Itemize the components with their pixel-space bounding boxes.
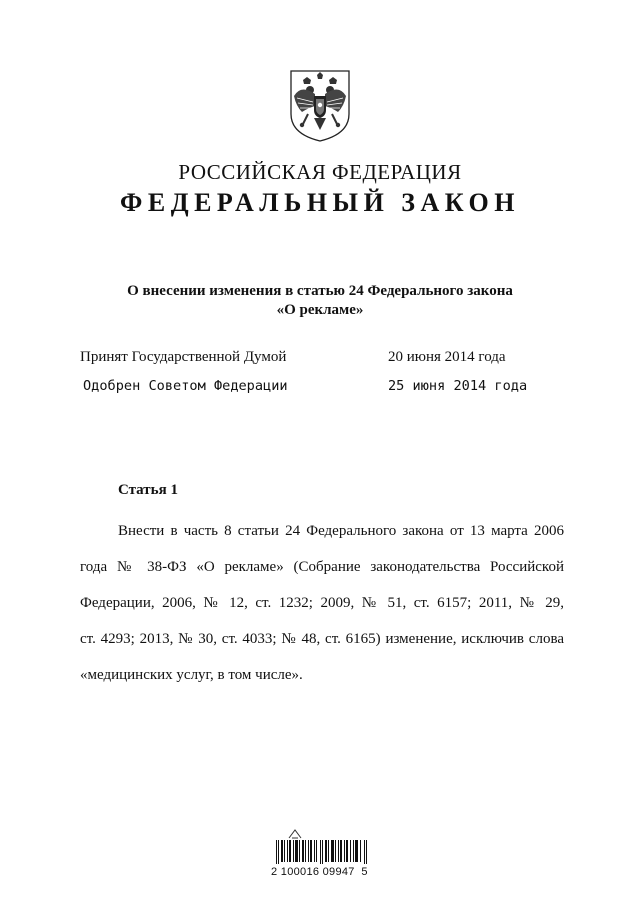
adoption-label-duma: Принят Государственной Думой [80,349,287,365]
country-name: РОССИЙСКАЯ ФЕДЕРАЦИЯ [178,160,462,184]
adoption-date-council: 25 июня 2014 года [388,378,528,394]
adoption-date-duma: 20 июня 2014 года [388,349,506,365]
law-title-line-2: «О рекламе» [276,302,364,318]
article-line: ст. 4293; 2013, № 30, ст. 4033; № 48, ст. 6165) изменение, исключив слова [80,631,564,647]
article-heading: Статья 1 [118,482,178,498]
coat-of-arms-icon [288,68,352,144]
law-title [0,282,640,320]
law-title-line-1: О внесении изменения в статью 24 Федерального закона [127,283,513,299]
adoption-label-council: Одобрен Советом Федерации [83,378,288,394]
article-line: Внести в часть 8 статьи 24 Федерального закона от 13 марта 2006 [118,523,564,539]
law-type-heading: ФЕДЕРАЛЬНЫЙ ЗАКОН [120,188,520,217]
article-line: Федерации, 2006, № 12, ст. 1232; 2009, № 51, ст. 6157; 2011, № 29, [80,595,564,611]
barcode-number: 2 100016 09947 5 [271,866,368,878]
article-line: года № 38-ФЗ «О рекламе» (Собрание законодательства Российской [80,559,564,575]
barcode-logo-icon [288,829,302,839]
article-line: «медицинских услуг, в том числе». [80,667,303,683]
barcode-icon [276,840,368,864]
article-body [80,513,564,693]
